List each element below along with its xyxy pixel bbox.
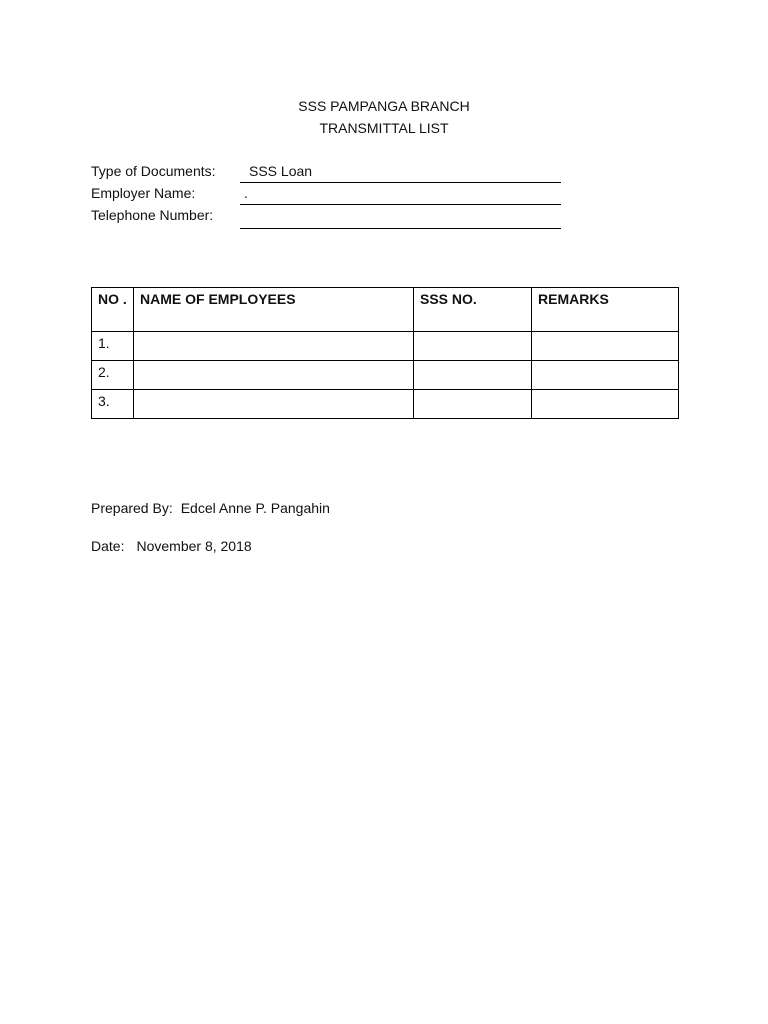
branch-title: SSS PAMPANGA BRANCH [298,98,470,114]
date-label: Date: [91,538,125,554]
row-number: 2. [92,361,134,390]
employee-name-cell [134,390,414,419]
column-header-name: NAME OF EMPLOYEES [134,288,414,332]
remarks-cell [532,361,679,390]
employer-name-value: . [244,185,248,201]
table-row [92,390,679,419]
sss-no-cell [414,361,532,390]
sss-no-cell [414,332,532,361]
employer-name-label: Employer Name: [91,185,196,201]
employee-name-cell [134,332,414,361]
prepared-by-label: Prepared By: [91,500,173,516]
sss-no-cell [414,390,532,419]
telephone-number-line [240,210,561,229]
remarks-cell [532,390,679,419]
telephone-number-label: Telephone Number: [91,207,214,223]
remarks-cell [532,332,679,361]
date-value: November 8, 2018 [136,538,252,554]
employee-name-cell [134,361,414,390]
type-of-documents-value: SSS Loan [249,163,313,179]
row-number: 3. [92,390,134,419]
table-row [92,361,679,390]
column-header-remarks: REMARKS [532,288,679,332]
row-number: 1. [92,332,134,361]
column-header-no: NO . [92,288,134,332]
column-header-sss-no: SSS NO. [414,288,532,332]
transmittal-table [91,287,679,419]
date [91,537,252,555]
prepared-by-value: Edcel Anne P. Pangahin [180,500,330,516]
employer-name-line [240,186,561,205]
table-header-row [92,288,679,332]
document-title: TRANSMITTAL LIST [319,120,449,136]
type-of-documents-label: Type of Documents: [91,163,216,179]
table-row [92,332,679,361]
prepared-by [91,499,330,517]
